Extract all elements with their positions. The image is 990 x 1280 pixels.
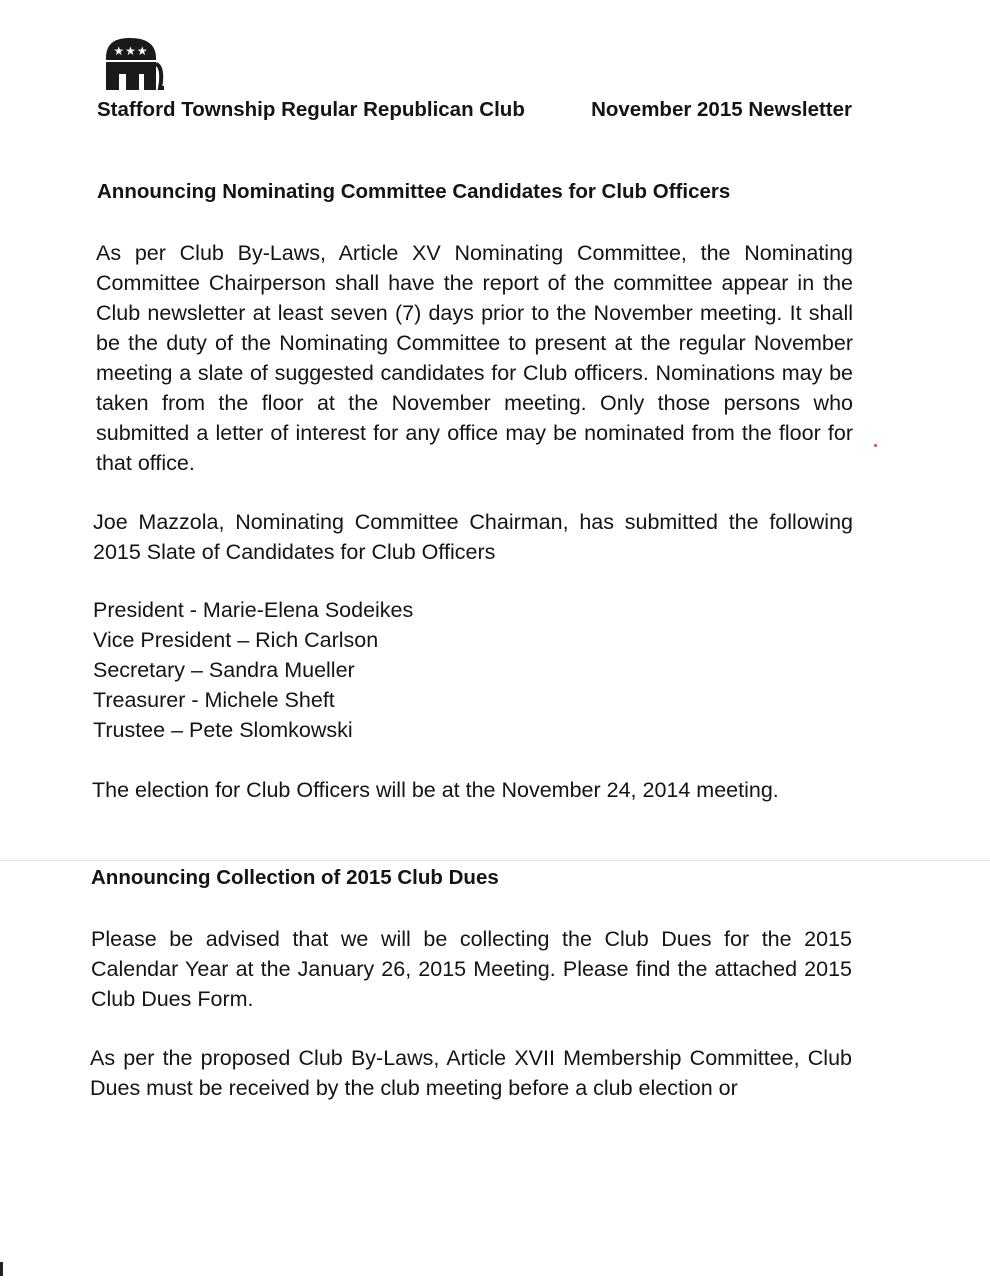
scan-edge-mark: [0, 1262, 3, 1276]
section-heading-nominating: Announcing Nominating Committee Candidates for Club Officers: [97, 180, 731, 203]
gop-elephant-icon: [100, 34, 166, 92]
slate-item-president: President - Marie-Elena Sodeikes: [93, 598, 414, 622]
slate-item-vice-president: Vice President – Rich Carlson: [93, 628, 379, 652]
paragraph-bylaws-nominating: As per Club By-Laws, Article XV Nominating Committee, the Nominating Committee Chairperson shall have the report of the committee appear in the Club newsletter at least seven (7) days prior to the November meeting. It shall be the duty of the Nominating Committee to present at the regular November meeting a slate of suggested candidates for Club officers. Nominations may be taken from the floor at the November meeting. Only those persons who submitted a letter of interest for any office may be nominated from the floor for that office.: [96, 241, 853, 475]
paragraph-dues-collection: Please be advised that we will be collecting the Club Dues for the 2015 Calendar Year at the January 26, 2015 Meeting. Please find the attached 2015 Club Dues Form.: [91, 927, 852, 1011]
paper-fold-line: [0, 860, 990, 861]
slate-item-secretary: Secretary – Sandra Mueller: [93, 658, 355, 682]
logo-stars: ★★★: [113, 44, 149, 58]
candidate-slate-list: [93, 595, 413, 745]
paragraph-bylaws-membership: As per the proposed Club By-Laws, Article XVII Membership Committee, Club Dues must be received by the club meeting before a club election or: [90, 1046, 852, 1100]
paragraph-slate-intro: Joe Mazzola, Nominating Committee Chairman, has submitted the following 2015 Slate of Candidates for Club Officers: [93, 510, 853, 564]
election-note: The election for Club Officers will be at the November 24, 2014 meeting.: [92, 778, 779, 802]
slate-item-trustee: Trustee – Pete Slomkowski: [93, 718, 353, 742]
section-heading-dues: Announcing Collection of 2015 Club Dues: [91, 866, 499, 889]
newsletter-header: [97, 98, 852, 122]
slate-item-treasurer: Treasurer - Michele Sheft: [93, 688, 335, 712]
club-name: Stafford Township Regular Republican Club: [97, 98, 525, 121]
newsletter-issue: November 2015 Newsletter: [591, 98, 852, 121]
scan-speck: [874, 444, 877, 447]
